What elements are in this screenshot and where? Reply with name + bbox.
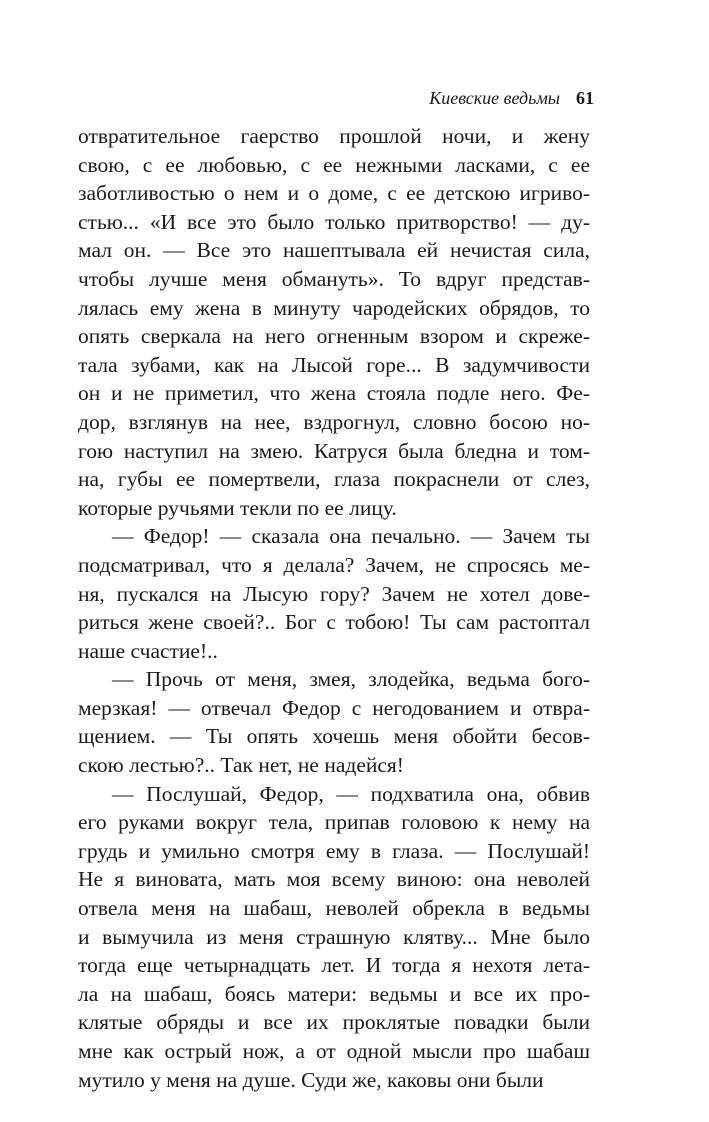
text-line: ня, пускался на Лысую гору? Зачем не хотел дове- (78, 581, 590, 606)
text-line: дор, взглянув на нее, вздрогнул, словно босою но- (78, 409, 590, 434)
text-line: и вымучила из меня страшную клятву... Мне было (78, 924, 590, 949)
text-line: стью... «И все это было только притворство! — ду- (78, 209, 590, 234)
paragraph (78, 122, 590, 522)
paragraph (78, 780, 590, 1095)
text-line: Не я виновата, мать моя всему виною: она неволей (78, 867, 590, 892)
text-line: — Послушай, Федор, — подхватила она, обвив (112, 781, 590, 806)
text-line: подсматривал, что я делала? Зачем, не спросясь ме- (78, 552, 590, 577)
text-line: он и не приметил, что жена стояла подле него. Фе- (78, 381, 590, 406)
running-title: Киевские ведьмы (429, 88, 560, 108)
text-line: мне как острый нож, а от одной мысли про шабаш (78, 1039, 590, 1063)
text-line: отвратительное гаерство прошлой ночи, и жену (78, 124, 590, 148)
text-line: отвела меня на шабаш, неволей обрекла в ведьмы (78, 896, 590, 921)
text-line: — Федор! — сказала она печально. — Зачем ты (112, 524, 590, 549)
text-line: щением. — Ты опять хочешь меня обойти бесов- (78, 724, 590, 749)
text-line: опять сверкала на него огненным взором и скреже- (78, 324, 590, 349)
text-line: риться жене своей?.. Бог с тобою! Ты сам растоптал (78, 610, 590, 635)
text-line: клятые обряды и все их проклятые повадки были (78, 1010, 590, 1035)
text-line: тогда еще четырнадцать лет. И тогда я нехотя лета- (78, 953, 590, 978)
text-line: на, губы ее помертвели, глаза покраснели от слез, (78, 467, 590, 492)
text-line: скою лестью?.. Так нет, не надейся! (78, 753, 404, 778)
text-line: гою наступил на змею. Катруся была бледна и том- (78, 438, 590, 463)
text-line: чтобы лучше меня обмануть». То вдруг представ- (78, 266, 590, 291)
page-number: 61 (576, 88, 594, 108)
running-head (429, 86, 594, 110)
paragraph (78, 522, 590, 665)
text-line: тала зубами, как на Лысой горе... В задумчивости (78, 352, 590, 377)
text-line: которые ручьями текли по ее лицу. (78, 495, 397, 520)
text-line: заботливостью о нем и о доме, с ее детскою игриво- (78, 181, 590, 206)
text-line: мутило у меня на душе. Суди же, каковы они были (78, 1067, 544, 1092)
text-line: ла на шабаш, боясь матери: ведьмы и все их про- (78, 981, 590, 1006)
text-line: его руками вокруг тела, припав головою к нему на (78, 810, 590, 835)
text-line: лялась ему жена в минуту чародейских обрядов, то (78, 295, 590, 320)
text-line: наше счастие!.. (78, 638, 218, 663)
text-line: мал он. — Все это нашептывала ей нечистая сила, (78, 238, 590, 263)
text-line: свою, с ее любовью, с ее нежными ласками, с ее (78, 152, 590, 177)
text-line: — Прочь от меня, змея, злодейка, ведьма бого- (112, 667, 590, 692)
body-text (78, 122, 590, 1094)
text-line: грудь и умильно смотря ему в глаза. — Послушай! (78, 838, 590, 863)
text-line: мерзкая! — отвечал Федор с негодованием и отвра- (78, 695, 590, 720)
paragraph (78, 665, 590, 779)
